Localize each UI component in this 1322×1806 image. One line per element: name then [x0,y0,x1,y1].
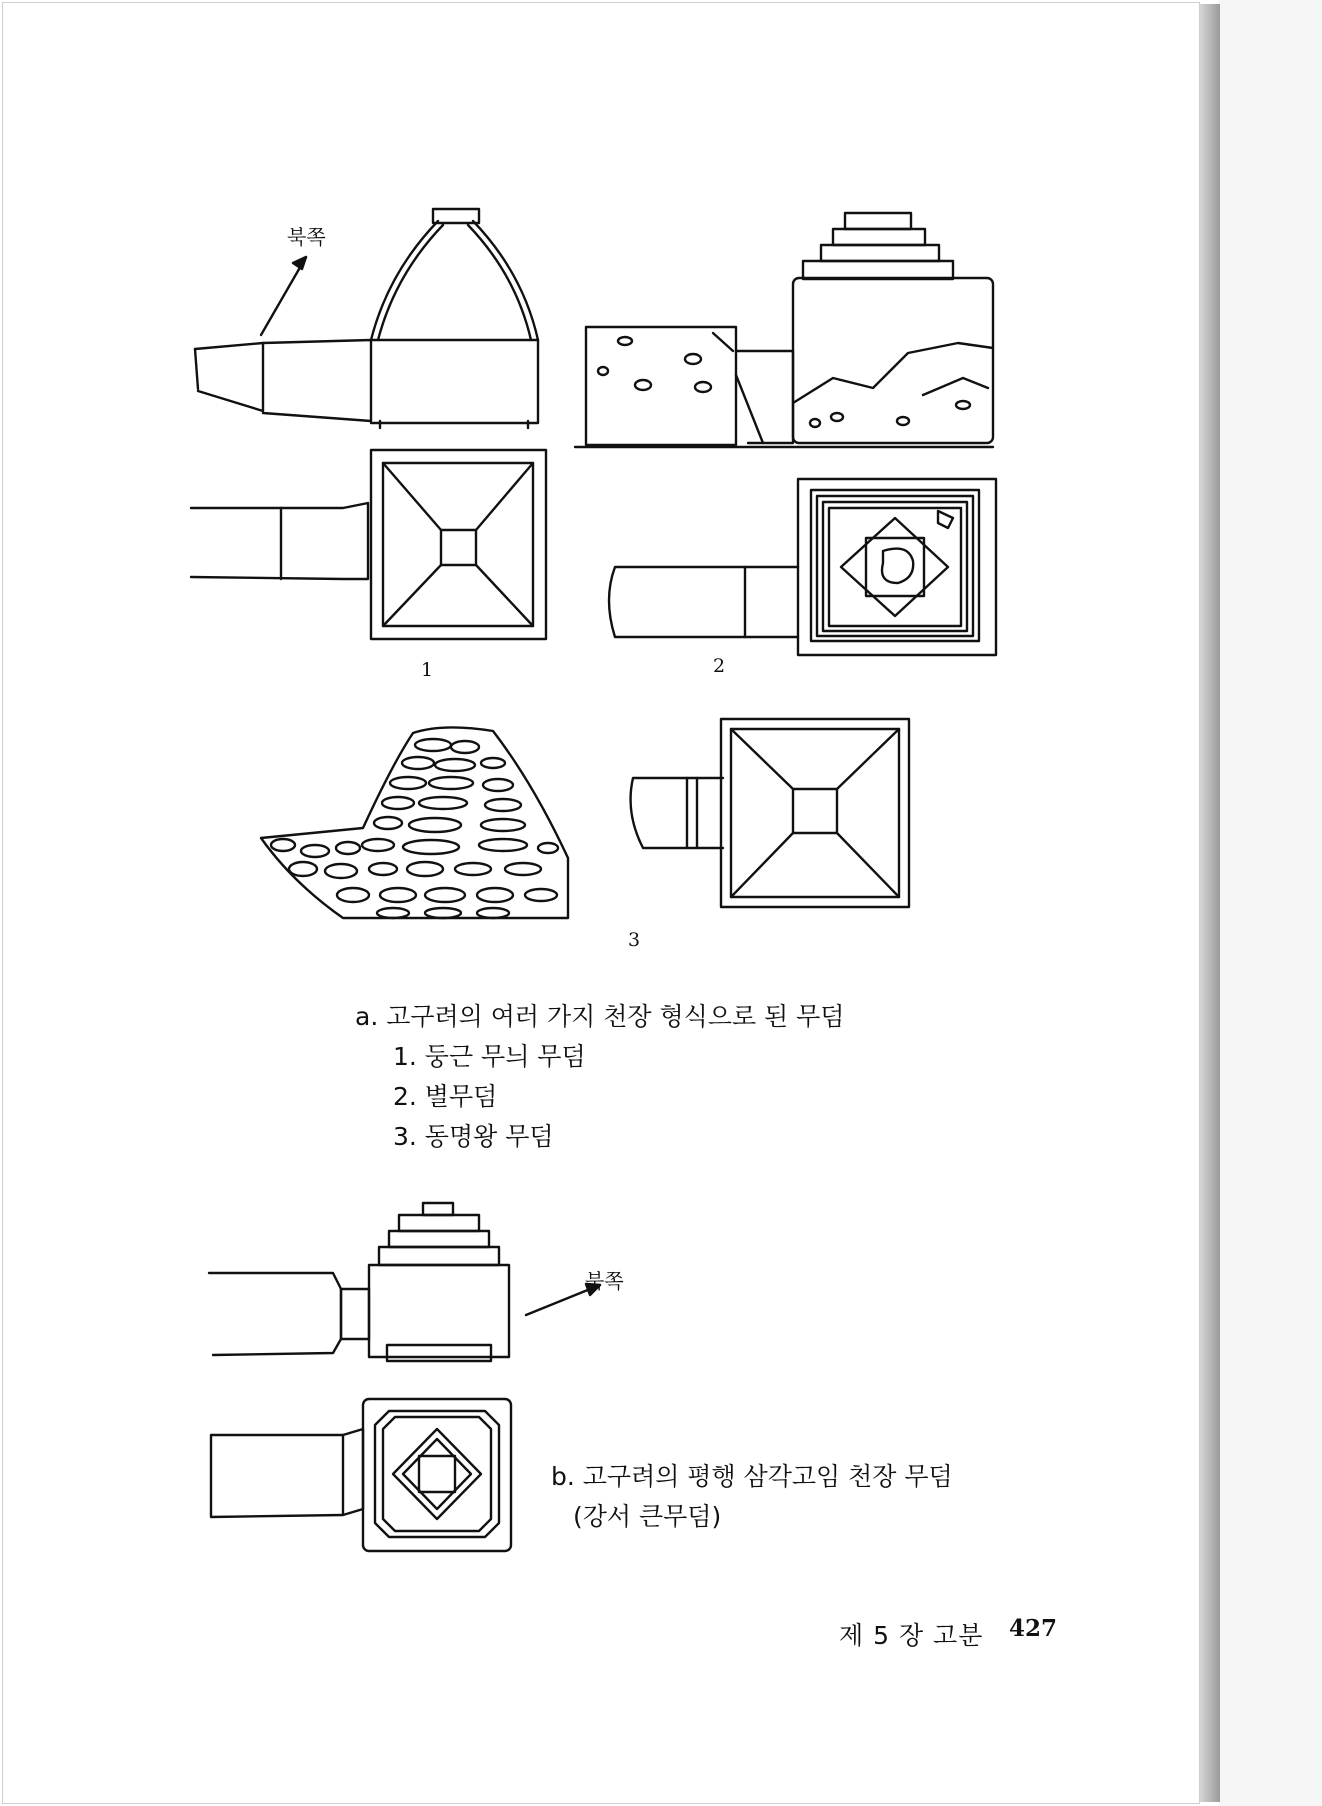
caption-b-subtitle: (강서 큰무덤) [573,1502,722,1531]
north-label-a: 북쪽 [287,225,326,249]
tomb-3-plan [631,719,909,907]
tomb-b-elevation [209,1203,600,1361]
caption-a-item-3: 3. 동명왕 무덤 [393,1122,554,1151]
caption-b-title: b. 고구려의 평행 삼각고임 천장 무덤 [551,1462,953,1491]
caption-a-item-2: 2. 별무덤 [393,1082,498,1111]
figure-number-1: 1 [421,659,434,681]
tomb-1-elevation [195,209,538,428]
tomb-2-elevation [575,213,993,447]
tomb-b-plan [211,1399,511,1551]
caption-a-item-1: 1. 둥근 무늬 무덤 [393,1042,586,1071]
page-number: 427 [1009,1615,1058,1642]
figure-number-2: 2 [713,655,726,677]
caption-a [355,997,844,1157]
book-page [2,2,1200,1804]
tomb-2-plan [609,479,996,655]
caption-b [551,1457,953,1537]
north-label-b: 북쪽 [585,1269,624,1293]
chapter-title: 제 5 장 고분 [839,1621,984,1650]
figure-number-3: 3 [628,929,641,951]
page-edge [1218,0,1322,1806]
tomb-3-elevation [261,727,568,918]
tomb-1-plan [191,450,546,639]
caption-a-title: a. 고구려의 여러 가지 천장 형식으로 된 무덤 [355,1002,845,1031]
